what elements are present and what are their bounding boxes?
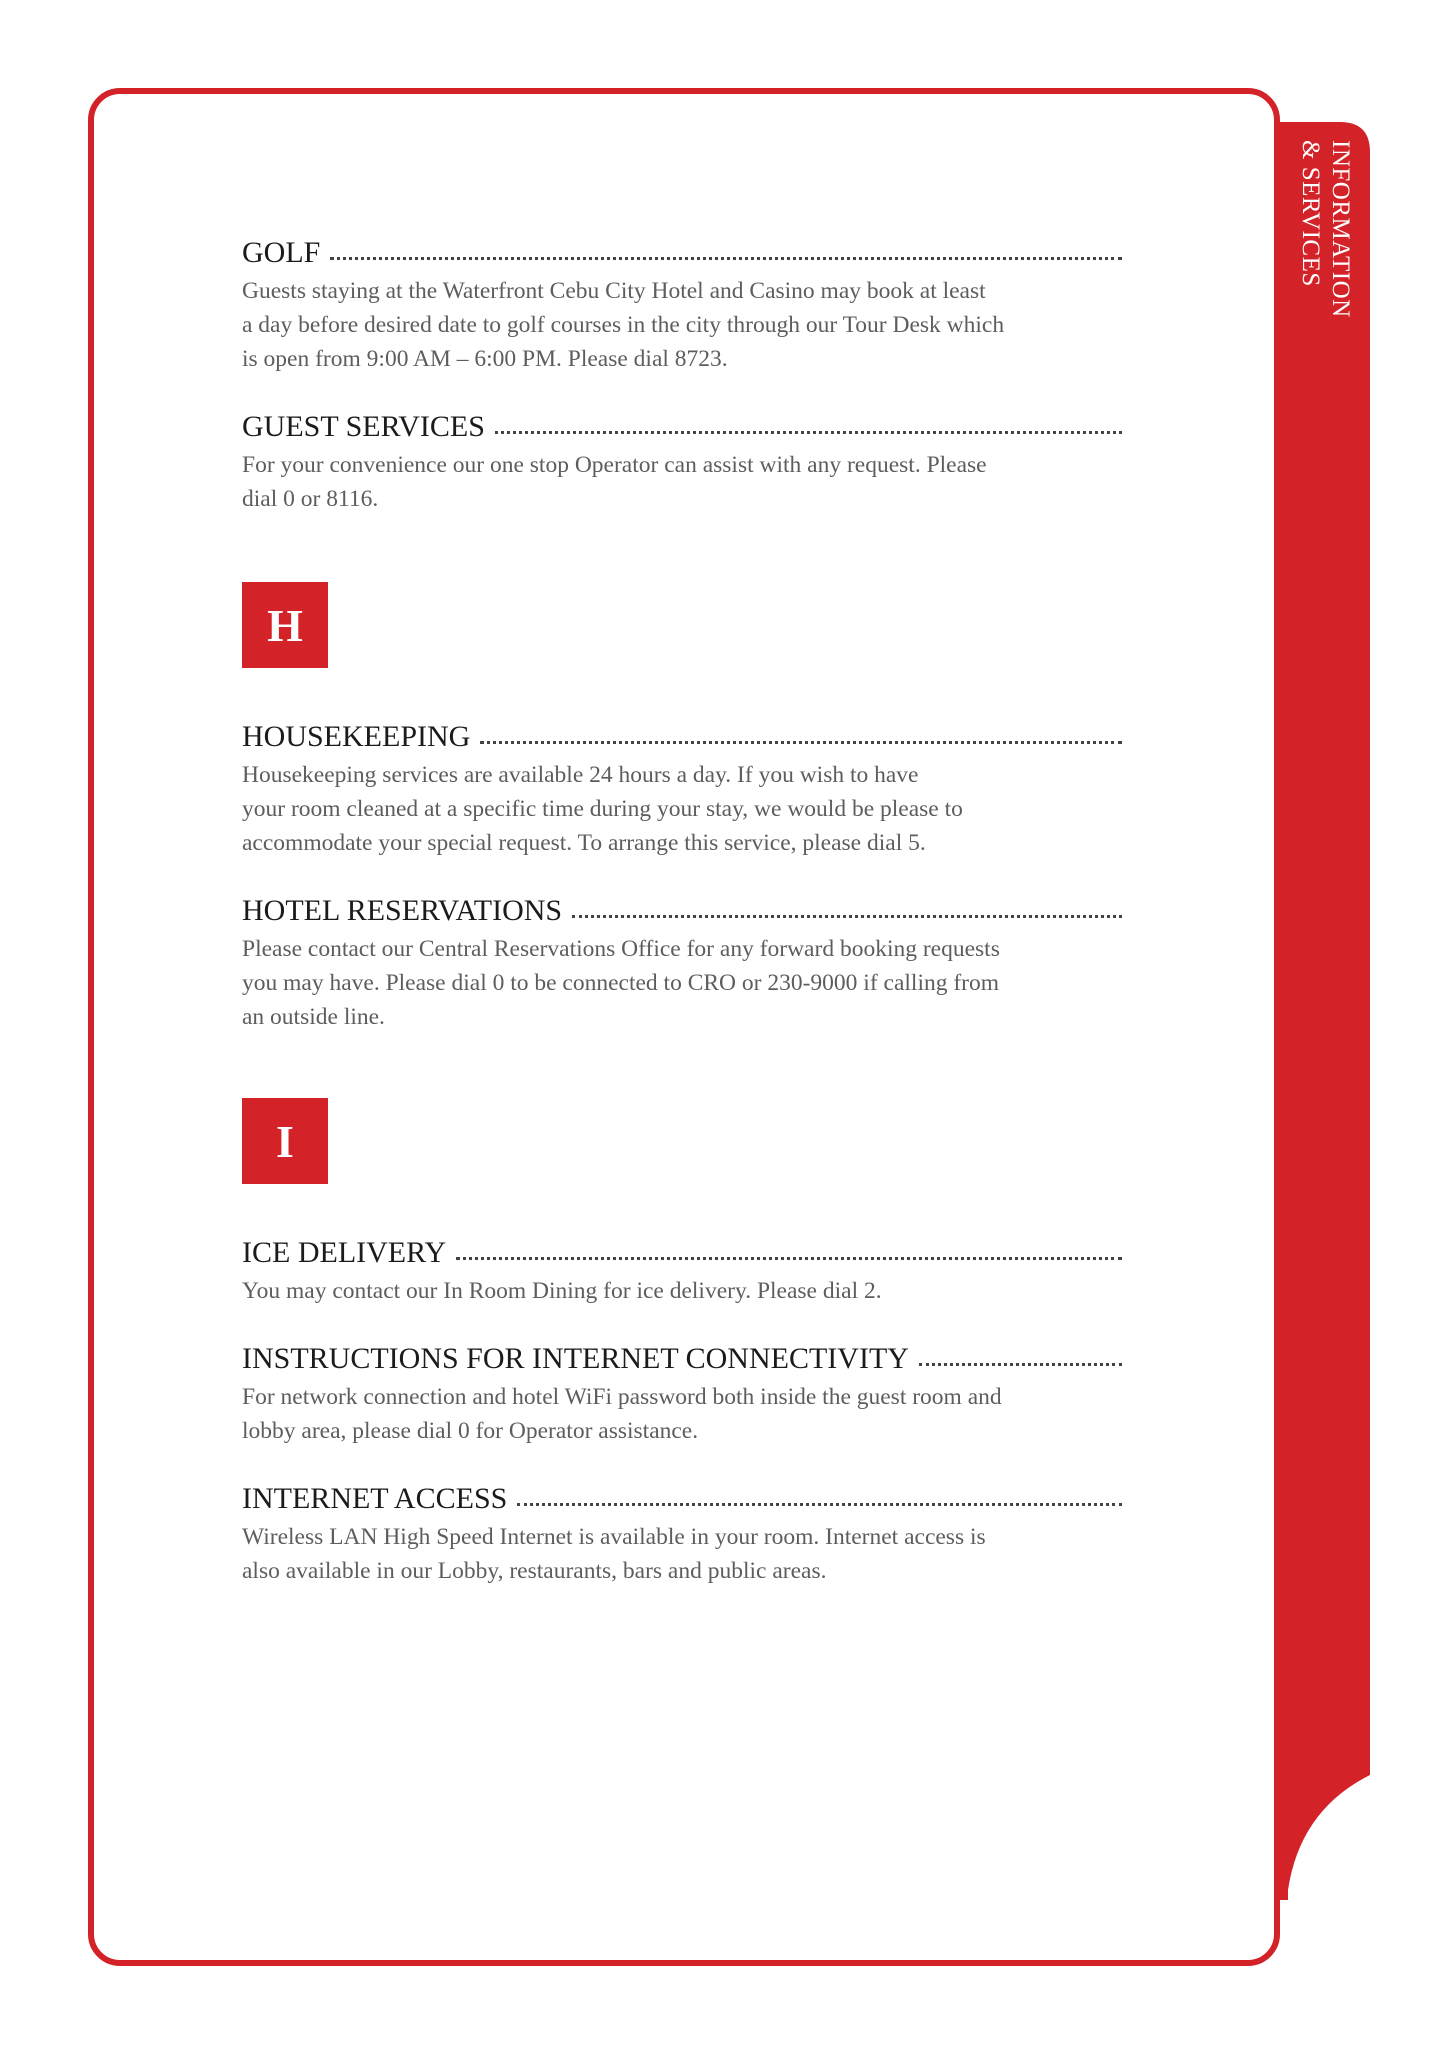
dotted-leader (517, 1503, 1122, 1506)
dotted-leader (919, 1363, 1122, 1366)
description-line: a day before desired date to golf courses in the city through our Tour Desk which (242, 312, 1005, 338)
entry-title: GOLF (242, 236, 321, 269)
entry-heading (242, 716, 1122, 758)
entry-internet-instructions (242, 1338, 1122, 1448)
entry-heading (242, 406, 1122, 448)
description-line: For your convenience our one stop Operator can assist with any request. Please (242, 452, 987, 478)
entry-description (242, 448, 1122, 516)
entry-heading (242, 1478, 1122, 1520)
entry-title: INSTRUCTIONS FOR INTERNET CONNECTIVITY (242, 1342, 909, 1375)
description-line: For network connection and hotel WiFi password both inside the guest room and (242, 1384, 1002, 1410)
description-line: Guests staying at the Waterfront Cebu City Hotel and Casino may book at least (242, 278, 986, 304)
dotted-leader (495, 431, 1122, 434)
entry-title: GUEST SERVICES (242, 410, 485, 443)
entry-heading (242, 890, 1122, 932)
section-letter-i: I (242, 1098, 328, 1184)
entry-description (242, 758, 1122, 860)
dotted-leader (480, 741, 1122, 744)
entry-internet-access (242, 1478, 1122, 1588)
dotted-leader (572, 915, 1122, 918)
entry-description (242, 1520, 1122, 1588)
entry-hotel-reservations (242, 890, 1122, 1034)
tab-label-line-1: INFORMATION (1327, 140, 1354, 318)
tab-label-line-2: & SERVICES (1297, 140, 1324, 287)
description-line: Wireless LAN High Speed Internet is available in your room. Internet access is (242, 1524, 986, 1550)
description-line: You may contact our In Room Dining for ice delivery. Please dial 2. (242, 1278, 882, 1304)
entry-housekeeping (242, 716, 1122, 860)
entry-title: ICE DELIVERY (242, 1236, 447, 1269)
entry-description (242, 1274, 1122, 1308)
dotted-leader (330, 257, 1122, 260)
description-line: an outside line. (242, 1004, 385, 1030)
section-letter-h: H (242, 582, 328, 668)
description-line: accommodate your special request. To arrange this service, please dial 5. (242, 830, 926, 856)
entry-description (242, 274, 1122, 376)
directory-content (242, 232, 1122, 1588)
entry-heading (242, 1232, 1122, 1274)
entry-title: INTERNET ACCESS (242, 1482, 508, 1515)
description-line: you may have. Please dial 0 to be connected to CRO or 230-9000 if calling from (242, 970, 1000, 996)
description-line: Please contact our Central Reservations Office for any forward booking requests (242, 936, 1000, 962)
description-line: your room cleaned at a specific time during your stay, we would be please to (242, 796, 963, 822)
description-line: is open from 9:00 AM – 6:00 PM. Please dial 8723. (242, 346, 728, 372)
dotted-leader (456, 1257, 1122, 1260)
entry-heading (242, 232, 1122, 274)
entry-description (242, 1380, 1122, 1448)
description-line: Housekeeping services are available 24 hours a day. If you wish to have (242, 762, 919, 788)
entry-golf (242, 232, 1122, 376)
entry-description (242, 932, 1122, 1034)
entry-heading (242, 1338, 1122, 1380)
entry-ice-delivery (242, 1232, 1122, 1308)
description-line: dial 0 or 8116. (242, 486, 379, 512)
description-line: also available in our Lobby, restaurants, bars and public areas. (242, 1558, 827, 1584)
entry-guest-services (242, 406, 1122, 516)
section-tab-label (1295, 140, 1355, 318)
entry-title: HOTEL RESERVATIONS (242, 894, 563, 927)
entry-title: HOUSEKEEPING (242, 720, 471, 753)
description-line: lobby area, please dial 0 for Operator assistance. (242, 1418, 699, 1444)
